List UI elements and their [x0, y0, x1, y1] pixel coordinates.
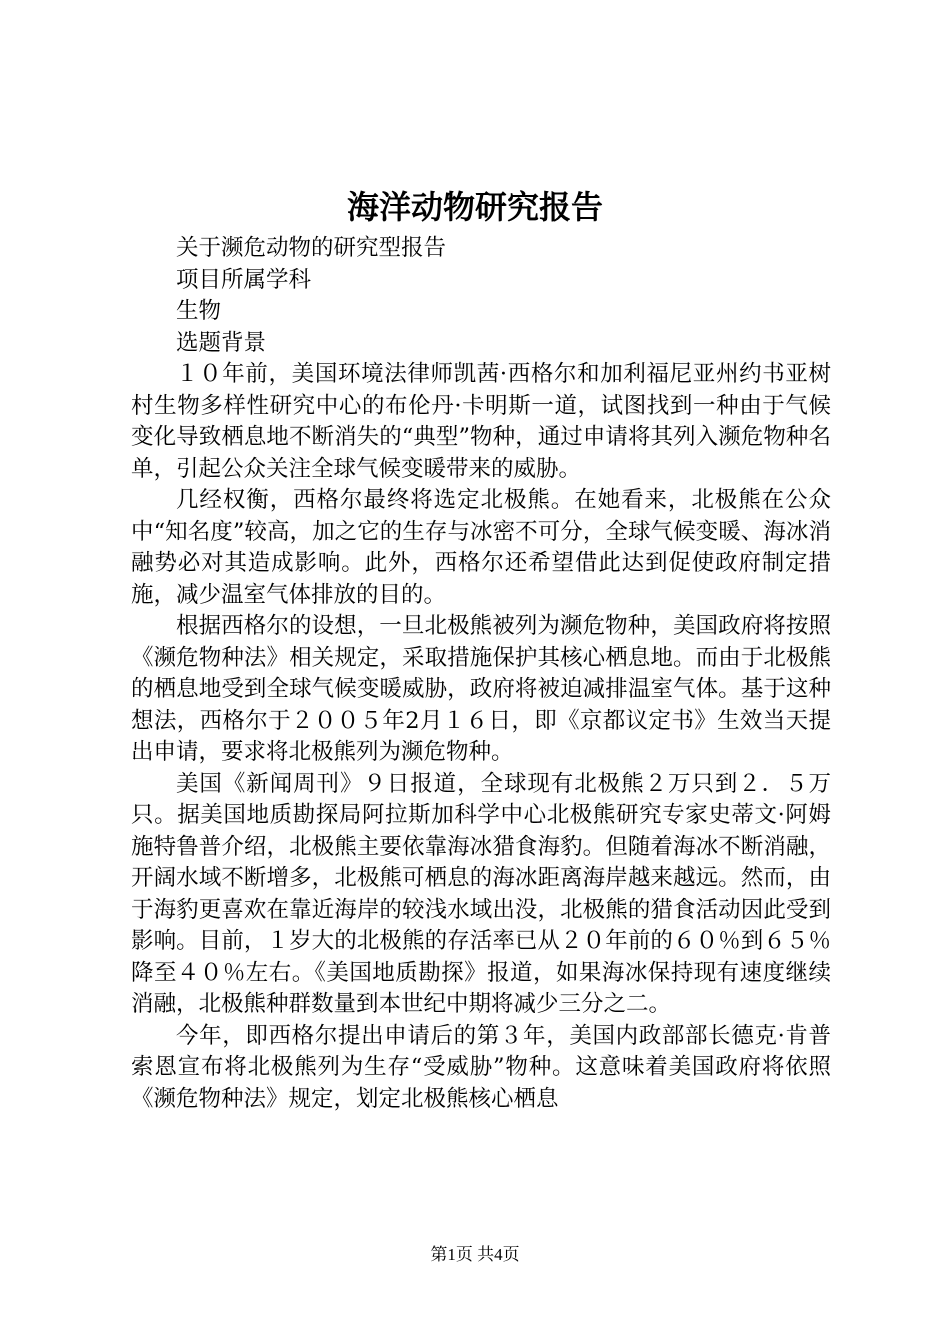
- subject-value-line: 生物: [176, 298, 222, 324]
- page-number-footer: 第1页 共4页: [430, 1245, 520, 1264]
- body-paragraph: １０年前，美国环境法律师凯茜·西格尔和加利福尼亚州约书亚树村生物多样性研究中心的布伦丹·卡明斯一道，试图找到一种由于气候变化导致栖息地不断消失的“典型”物种，通过申请将其列入濒危物种名单，引起公众关注全球气候变暖带来的威胁。: [131, 361, 831, 482]
- body-paragraph: 今年，即西格尔提出申请后的第３年，美国内政部部长德克·肯普索恩宣布将北极熊列为生存“受威胁”物种。这意味着美国政府将依照《濒危物种法》规定，划定北极熊核心栖息: [131, 1022, 831, 1112]
- document-title: 海洋动物研究报告: [346, 188, 603, 226]
- body-paragraph: 几经权衡，西格尔最终将选定北极熊。在她看来，北极熊在公众中“知名度”较高，加之它的生存与冰密不可分，全球气候变暖、海冰消融势必对其造成影响。此外，西格尔还希望借此达到促使政府制定措施，减少温室气体排放的目的。: [131, 487, 831, 608]
- subtitle-line: 关于濒危动物的研究型报告: [176, 235, 447, 261]
- subject-label-line: 项目所属学科: [176, 266, 312, 293]
- body-paragraph: 根据西格尔的设想，一旦北极熊被列为濒危物种，美国政府将按照《濒危物种法》相关规定，采取措施保护其核心栖息地。而由于北极熊的栖息地受到全球气候变暖威胁，政府将被迫减排温室气体。基于这种想法，西格尔于２００５年2月１６日，即《京都议定书》生效当天提出申请，要求将北极熊列为濒危物种。: [131, 613, 831, 765]
- body-paragraph: 美国《新闻周刊》９日报道，全球现有北极熊２万只到２．５万只。据美国地质勘探局阿拉斯加科学中心北极熊研究专家史蒂文·阿姆施特鲁普介绍，北极熊主要依靠海冰猎食海豹。但随着海冰不断消融，开阔水域不断增多，北极熊可栖息的海冰距离海岸越来越远。然而，由于海豹更喜欢在靠近海岸的较浅水域出没，北极熊的猎食活动因此受到影响。目前，１岁大的北极熊的存活率已从２０年前的６０％到６５％降至４０％左右。《美国地质勘探》报道，如果海冰保持现有速度继续消融，北极熊种群数量到本世纪中期将减少三分之二。: [131, 770, 831, 1017]
- document-body: [131, 233, 831, 1115]
- section-heading-background: 选题背景: [176, 329, 267, 356]
